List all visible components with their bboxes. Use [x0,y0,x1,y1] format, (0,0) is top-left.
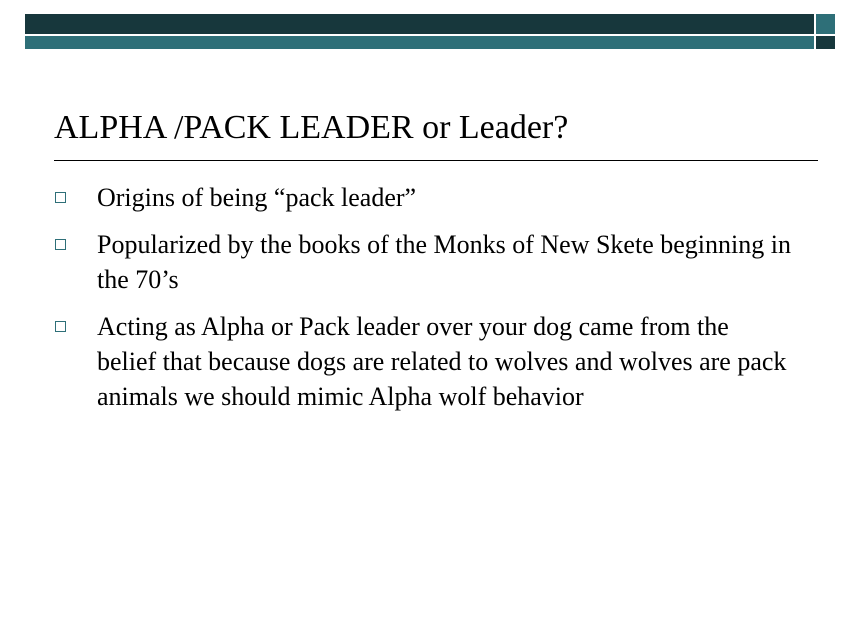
slide-title: ALPHA /PACK LEADER or Leader? [54,109,569,146]
hollow-square-icon [55,192,66,203]
bullet-item [54,180,794,215]
bullet-text: Acting as Alpha or Pack leader over your dog came from the belief that because dogs are related to wolves and wolves are pack animals we should mimic Alpha wolf behavior [97,312,787,411]
title-divider [54,160,818,161]
bullet-list [54,180,794,426]
bullet-item [54,309,794,414]
header-bar-dark [25,14,814,34]
bullet-text: Popularized by the books of the Monks of New Skete beginning in the 70’s [97,230,791,294]
header-square-light [816,14,835,34]
hollow-square-icon [55,321,66,332]
bullet-text: Origins of being “pack leader” [97,183,417,212]
hollow-square-icon [55,239,66,250]
bullet-item [54,227,794,297]
header-bar-light [25,36,814,49]
header-square-dark [816,36,835,49]
